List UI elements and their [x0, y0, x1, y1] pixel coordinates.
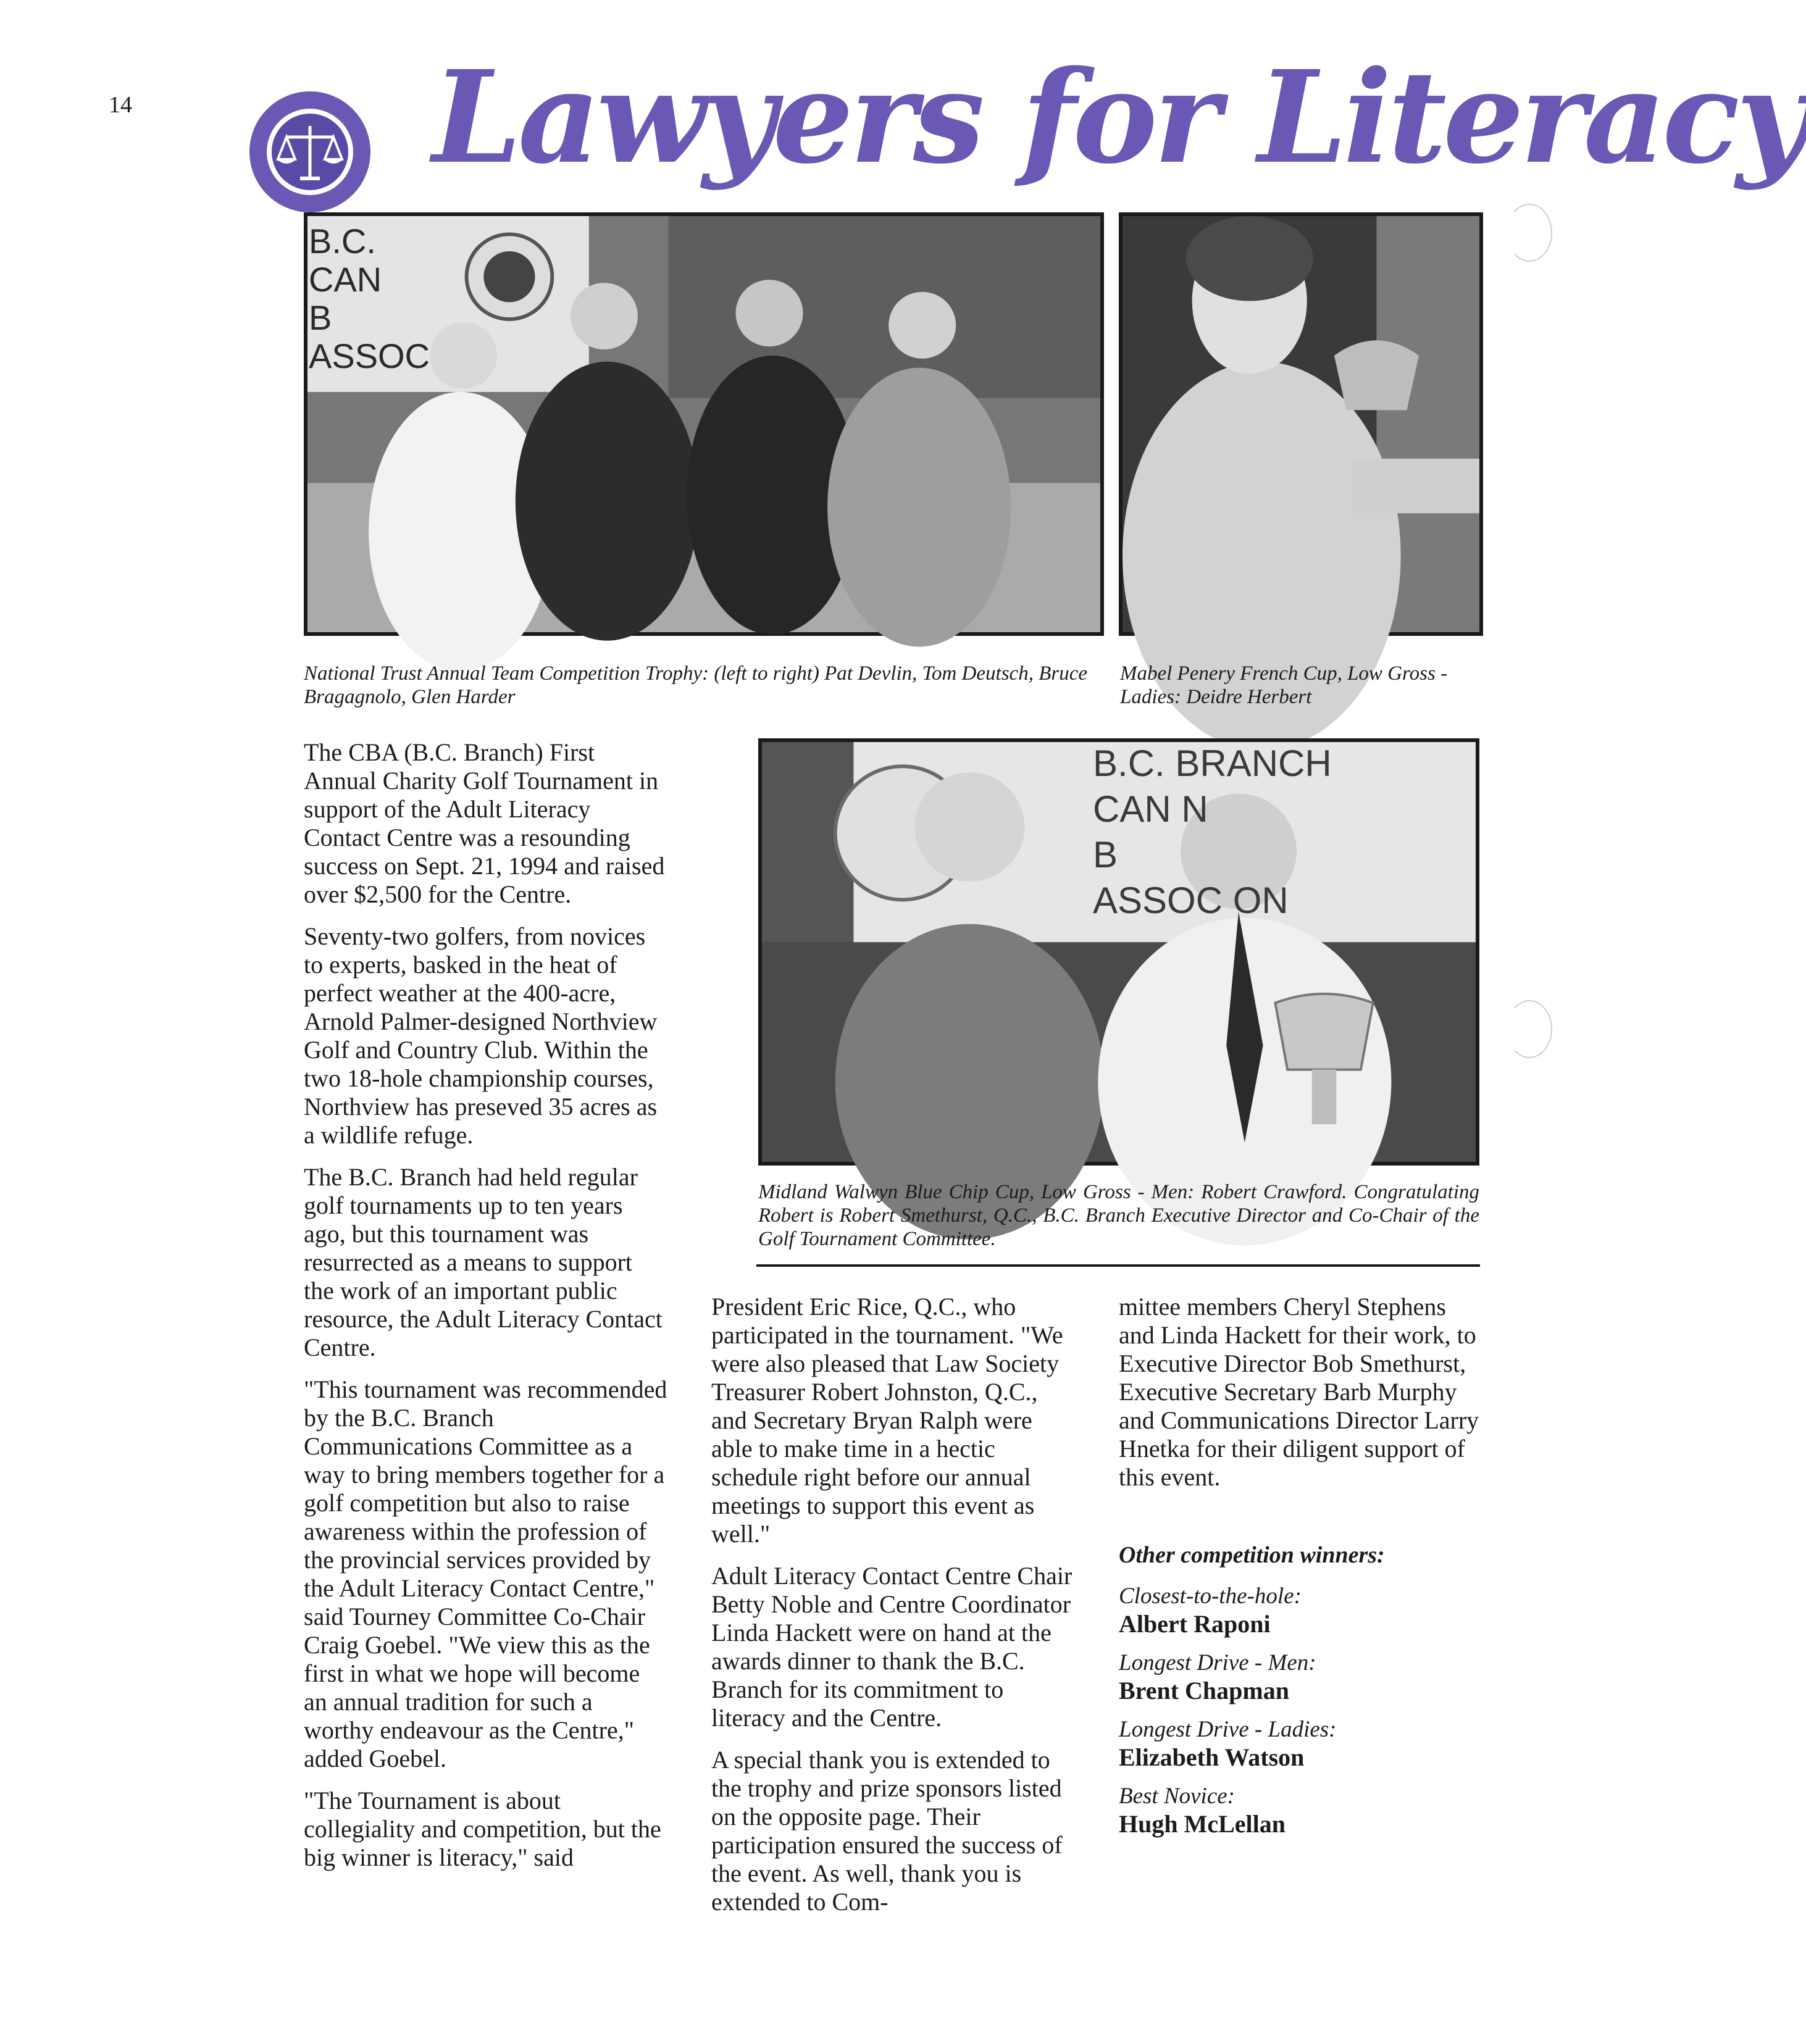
team-photo-banner-text [309, 222, 430, 375]
winners-heading: Other competition winners: [1119, 1542, 1385, 1568]
masthead-title: Lawyers for Literacy [432, 43, 1806, 192]
banner-line: CAN [309, 260, 382, 299]
paragraph: Seventy-two golfers, from novices to experts, basked in the heat of perfect weather at the 400-acre, Arnold Palmer-designed Northview Golf and Country Club. Within the two 18-hole championship courses, Northview has preseved 35 acres as a wildlife refuge. [304, 922, 658, 1149]
winner-category: Closest-to-the-hole: [1119, 1583, 1302, 1609]
team-photo-caption: National Trust Annual Team Competition Trophy: (left to right) Pat Devlin, Tom Deutsch, Bruce Bragagnolo, Glen Harder [304, 662, 1087, 708]
paragraph: A special thank you is extended to the trophy and prize sponsors listed on the opposite page. Their participation ensured the success of the event. As well, thank you is extended to Com- [711, 1746, 1063, 1916]
paragraph: Adult Literacy Contact Centre Chair Betty Noble and Centre Coordinator Linda Hackett were on hand at the awards dinner to thank the B.C. Branch for its commitment to literacy and the Centre. [711, 1562, 1072, 1732]
paragraph: The B.C. Branch had held regular golf tournaments up to ten years ago, but this tournament was resurrected as a means to support the work of an important public resource, the Adult Literacy Contact Centre. [304, 1163, 663, 1361]
paragraph: "The Tournament is about collegiality and competition, but the big winner is literacy," said [304, 1787, 661, 1871]
winner-entry [1119, 1650, 1483, 1705]
binder-hole [1507, 204, 1552, 262]
winner-category: Longest Drive - Men: [1119, 1650, 1316, 1675]
winner-name: Hugh McLellan [1119, 1810, 1286, 1838]
banner-line: B.C. BRANCH [1093, 743, 1332, 784]
banner-line: B [1093, 834, 1118, 875]
article-column-1 [304, 738, 668, 1885]
winner-category: Best Novice: [1119, 1783, 1235, 1809]
winner-entry [1119, 1583, 1483, 1638]
winner-entry [1119, 1716, 1483, 1772]
paragraph: The CBA (B.C. Branch) First Annual Charity Golf Tournament in support of the Adult Literacy Contact Centre was a resounding success on Sept. 21, 1994 and raised over $2,500 for the Centre. [304, 738, 665, 908]
winner-category: Longest Drive - Ladies: [1119, 1717, 1337, 1742]
article-column-3 [1119, 1293, 1483, 1850]
winner-name: Albert Raponi [1119, 1610, 1271, 1638]
banner-line: ASSOC [309, 336, 430, 375]
winner-name: Brent Chapman [1119, 1677, 1289, 1704]
winner-entry [1119, 1783, 1483, 1838]
cba-logo [248, 90, 372, 214]
binder-hole [1507, 1000, 1552, 1058]
caption-divider [756, 1264, 1480, 1267]
banner-line: ASSOC ON [1093, 880, 1289, 921]
paragraph: mittee members Cheryl Stephens and Linda Hackett for their work, to Executive Director Bob Smethurst, Executive Secretary Barb Murphy and Communications Director Larry Hnetka for their diligent support of this event. [1119, 1293, 1479, 1491]
article-column-2 [711, 1293, 1076, 1930]
paragraph: President Eric Rice, Q.C., who participated in the tournament. "We were also pleased that Law Society Treasurer Robert Johnston, Q.C., and Secretary Bryan Ralph were able to make time in a hectic schedule right before our annual meetings to support this event as well." [711, 1293, 1063, 1548]
page-number: 14 [109, 92, 132, 118]
scales-of-justice-icon [248, 90, 372, 214]
mens-photo-caption: Midland Walwyn Blue Chip Cup, Low Gross - Men: Robert Crawford. Congratulating Robert is Robert Smethurst, Q.C., B.C. Branch Executive Director and Co-Chair of the Golf Tournament Committee. [758, 1181, 1479, 1250]
paragraph: "This tournament was recommended by the B.C. Branch Communications Committee as a way to bring members together for a golf competition but also to raise awareness within the profession of the provincial services provided by the Adult Literacy Contact Centre," said Tourney Committee Co-Chair Craig Goebel. "We view this as the first in what we hope will become an annual tradition for such a worthy endeavour as the Centre," added Goebel. [304, 1375, 667, 1772]
mens-photo-banner-text [1093, 741, 1332, 924]
ladies-photo-caption: Mabel Penery French Cup, Low Gross - Ladies: Deidre Herbert [1120, 662, 1448, 708]
banner-line: B.C. [309, 222, 376, 261]
ladies-cup-photo [1119, 212, 1483, 636]
banner-line: CAN N [1093, 788, 1208, 830]
banner-line: B [309, 298, 332, 337]
winner-name: Elizabeth Watson [1119, 1743, 1305, 1771]
